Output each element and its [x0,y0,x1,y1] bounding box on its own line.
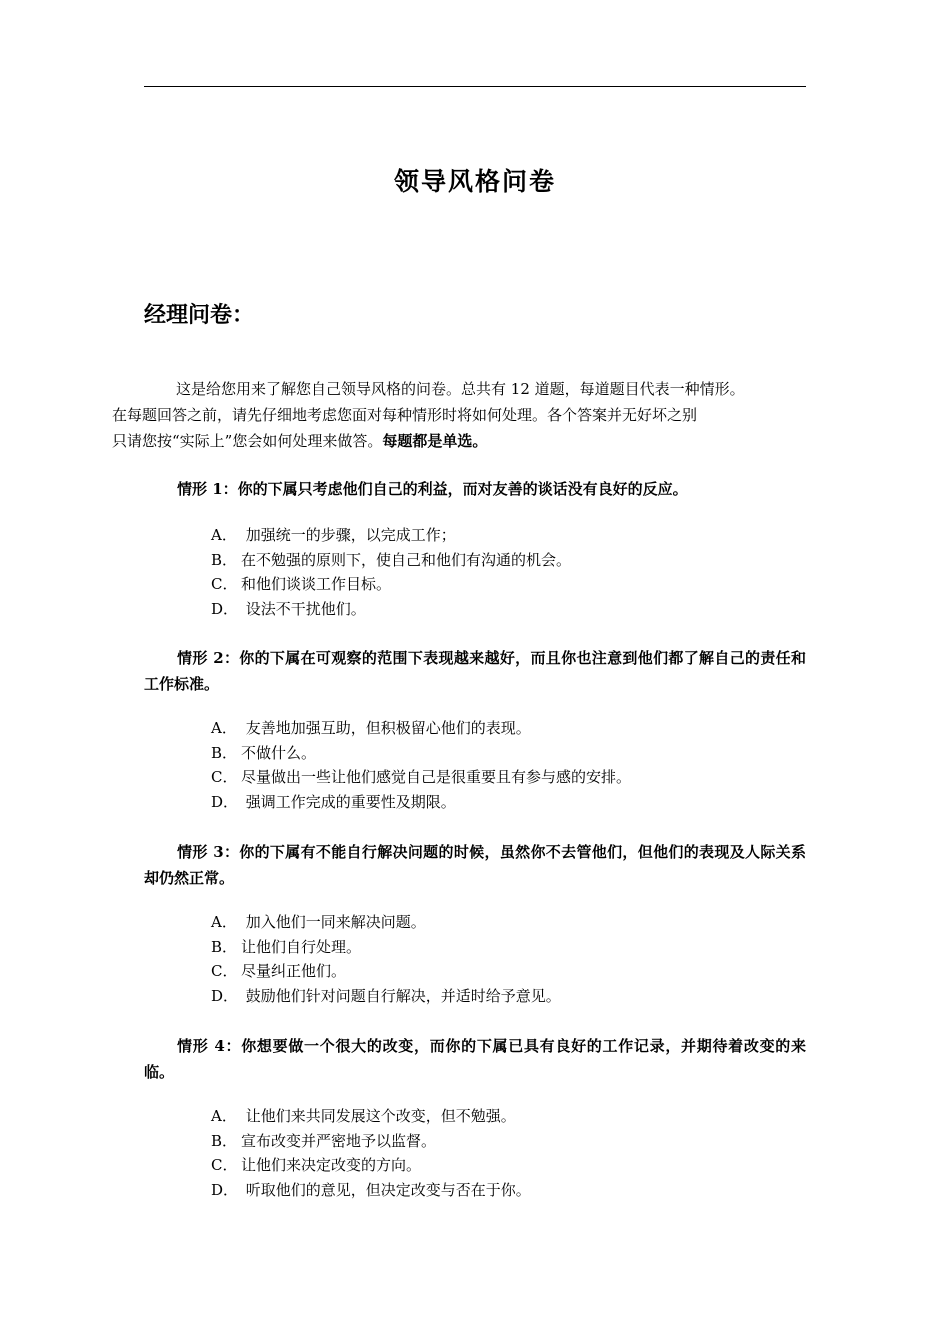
option-text: 设法不干扰他们。 [241,600,366,619]
option-list [144,910,806,1009]
document-title: 领导风格问卷 [393,167,556,196]
option-text: 在不勉强的原则下，使自己和他们有沟通的机会。 [241,550,572,569]
option-letter: D． [211,987,239,1006]
situation-block [144,645,806,815]
option-list [144,523,806,622]
option-letter: C． [211,575,238,594]
situation-question: 情形 2：你的下属在可观察的范围下表现越来越好，而且你也注意到他们都了解自己的责任和工作标准。 [144,649,806,693]
option-text: 尽量做出一些让他们感觉自己是很重要且有参与感的安排。 [241,768,632,787]
option-letter: C． [211,768,238,787]
option-letter: D． [211,600,239,619]
option-d [211,1178,806,1203]
option-b [211,548,806,573]
intro-line-2: 在每题回答之前，请先仔细地考虑您面对每种情形时将如何处理。各个答案并无好坏之别 [112,406,698,424]
option-d [211,984,806,1009]
situation-block [144,476,806,622]
situation-question: 情形 3：你的下属有不能自行解决问题的时候，虽然你不去管他们，但他们的表现及人际关系却仍然正常。 [144,843,806,887]
option-text: 让他们自行处理。 [241,937,362,956]
option-b [211,741,806,766]
option-a [211,1104,806,1129]
intro-bold-note: 每题都是单选。 [382,432,488,450]
option-list [144,1104,806,1203]
option-text: 不做什么。 [241,743,317,762]
option-letter: A． [211,913,237,931]
option-text: 友善地加强互助，但积极留心他们的表现。 [241,719,531,737]
option-a [211,523,806,548]
option-c [211,572,806,597]
option-a [211,910,806,935]
option-d [211,790,806,815]
intro-paragraph [112,376,806,454]
option-a [211,716,806,741]
option-text: 加入他们一同来解决问题。 [241,913,426,931]
option-text: 强调工作完成的重要性及期限。 [241,793,456,812]
option-b [211,1129,806,1154]
option-c [211,1153,806,1178]
header-rule [144,86,806,87]
situation-block [144,839,806,1009]
intro-line-3: 只请您按“实际上”您会如何处理来做答。 [112,432,383,450]
situation-question: 情形 4：你想要做一个很大的改变，而你的下属已具有良好的工作记录，并期待着改变的来临。 [144,1037,806,1081]
option-b [211,935,806,960]
option-c [211,959,806,984]
option-list [144,716,806,815]
option-d [211,597,806,622]
situation-block [144,1033,806,1203]
option-letter: A． [211,1107,237,1125]
option-letter: A． [211,719,237,737]
option-text: 宣布改变并严密地予以监督。 [241,1131,437,1150]
option-letter: C． [211,962,238,981]
option-letter: B． [211,743,238,762]
option-c [211,765,806,790]
option-letter: B． [211,550,238,569]
section-heading: 经理问卷： [144,303,255,328]
option-text: 加强统一的步骤，以完成工作； [241,526,456,544]
option-text: 和他们谈谈工作目标。 [241,575,392,594]
option-text: 让他们来共同发展这个改变，但不勉强。 [241,1107,516,1125]
option-letter: A． [211,526,237,544]
option-text: 让他们来决定改变的方向。 [241,1156,422,1175]
option-letter: C． [211,1156,238,1175]
option-text: 尽量纠正他们。 [241,962,347,981]
option-letter: B． [211,1131,238,1150]
option-text: 鼓励他们针对问题自行解决，并适时给予意见。 [241,987,561,1006]
intro-line-1: 这是给您用来了解您自己领导风格的问卷。总共有 12 道题，每道题目代表一种情形。 [176,380,745,398]
option-letter: D． [211,1181,239,1200]
option-letter: D． [211,793,239,812]
option-letter: B． [211,937,238,956]
option-text: 听取他们的意见，但决定改变与否在于你。 [241,1181,531,1200]
situation-question: 情形 1：你的下属只考虑他们自己的利益，而对友善的谈话没有良好的反应。 [177,480,688,498]
